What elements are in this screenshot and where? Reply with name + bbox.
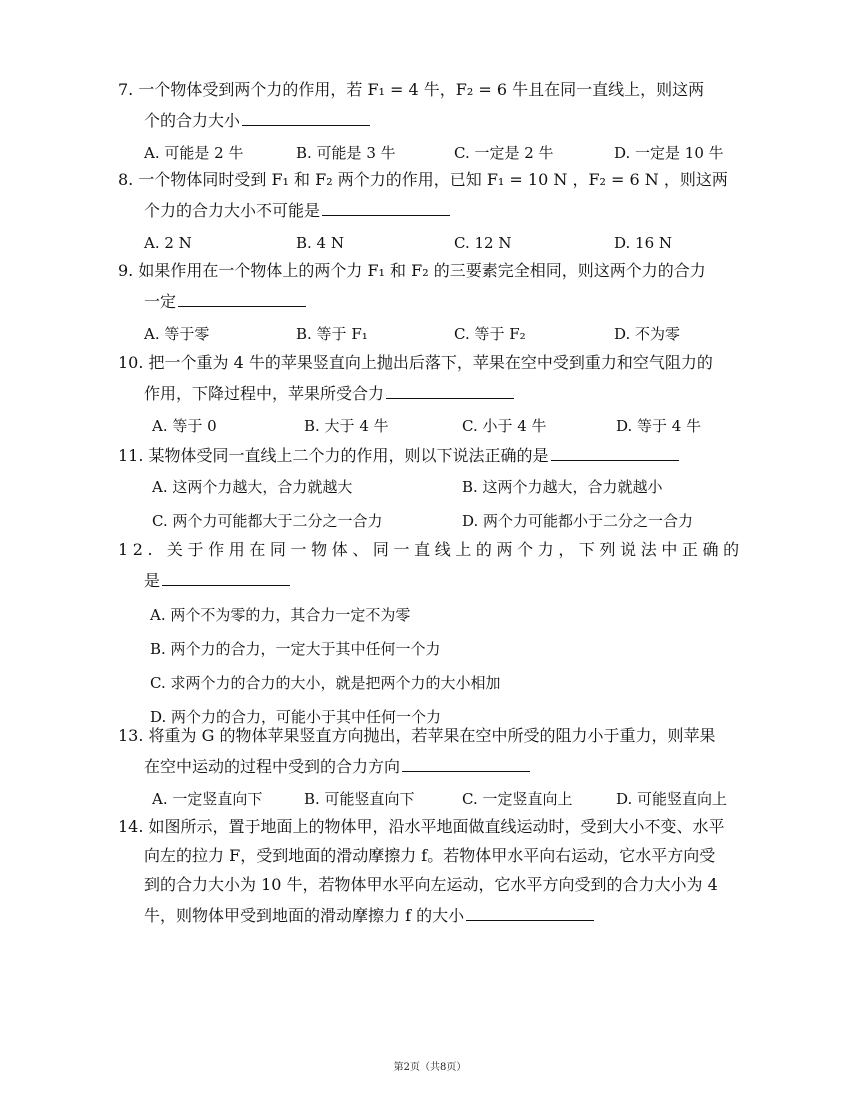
option-d[interactable]: D. 一定是 10 牛 bbox=[614, 144, 724, 162]
option-c[interactable]: C. 两个力可能都大于二分之一合力 bbox=[152, 512, 383, 530]
option-a[interactable]: A. 一定竖直向下 bbox=[152, 790, 263, 808]
option-c[interactable]: C. 12 N bbox=[454, 234, 512, 252]
question-9 bbox=[118, 261, 768, 344]
question-12-text-cont: 是 bbox=[118, 569, 768, 591]
question-14 bbox=[118, 817, 768, 926]
question-11-options-row1 bbox=[118, 477, 768, 497]
question-9-options bbox=[118, 324, 768, 344]
option-a[interactable]: A. 2 N bbox=[144, 234, 192, 252]
answer-blank[interactable] bbox=[466, 904, 594, 921]
option-b[interactable]: B. 等于 F₁ bbox=[296, 325, 368, 343]
option-d[interactable]: D. 16 N bbox=[614, 234, 673, 252]
question-13-text: 13. 将重为 G 的物体苹果竖直方向抛出，若苹果在空中所受的阻力小于重力，则苹果 bbox=[118, 726, 716, 745]
question-9-text: 9. 如果作用在一个物体上的两个力 F₁ 和 F₂ 的三要素完全相同，则这两个力的合力 bbox=[118, 261, 706, 280]
option-d[interactable]: D. 等于 4 牛 bbox=[616, 417, 702, 435]
question-11 bbox=[118, 444, 768, 531]
option-b[interactable]: B. 这两个力越大，合力就越小 bbox=[462, 478, 663, 496]
question-8-text: 8. 一个物体同时受到 F₁ 和 F₂ 两个力的作用，已知 F₁ = 10 N ，F₂ = 6 N ，则这两 bbox=[118, 170, 728, 189]
answer-blank[interactable] bbox=[322, 199, 450, 216]
option-a[interactable]: A. 可能是 2 牛 bbox=[144, 144, 244, 162]
question-8-text-cont: 个力的合力大小不可能是 bbox=[118, 199, 768, 221]
question-7-text-cont: 个的合力大小 bbox=[118, 109, 768, 131]
option-d[interactable]: D. 不为零 bbox=[614, 325, 681, 343]
option-a[interactable]: A. 这两个力越大，合力就越大 bbox=[152, 478, 353, 496]
question-12-text: 12. 关于作用在同一物体、同一直线上的两个力，下列说法中正确的 bbox=[118, 540, 744, 559]
option-d[interactable]: D. 可能竖直向上 bbox=[616, 790, 728, 808]
question-14-text-line3: 到的合力大小为 10 牛，若物体甲水平向左运动，它水平方向受到的合力大小为 4 bbox=[144, 875, 718, 894]
option-a[interactable]: A. 等于 0 bbox=[152, 417, 217, 435]
option-b[interactable]: B. 两个力的合力，一定大于其中任何一个力 bbox=[150, 640, 441, 658]
question-13-text-cont: 在空中运动的过程中受到的合力方向 bbox=[118, 755, 768, 777]
answer-blank[interactable] bbox=[162, 569, 290, 586]
option-a[interactable]: A. 两个不为零的力，其合力一定不为零 bbox=[150, 606, 411, 624]
answer-blank[interactable] bbox=[402, 755, 530, 772]
option-c[interactable]: C. 一定是 2 牛 bbox=[454, 144, 554, 162]
option-b[interactable]: B. 可能竖直向下 bbox=[304, 790, 415, 808]
question-10-text: 10. 把一个重为 4 牛的苹果竖直向上抛出后落下，苹果在空中受到重力和空气阻力的 bbox=[118, 353, 713, 372]
option-b[interactable]: B. 4 N bbox=[296, 234, 344, 252]
question-8-options bbox=[118, 233, 768, 253]
option-c[interactable]: C. 小于 4 牛 bbox=[462, 417, 547, 435]
question-9-text-cont: 一定 bbox=[118, 290, 768, 312]
option-b[interactable]: B. 大于 4 牛 bbox=[304, 417, 389, 435]
question-14-text: 14. 如图所示，置于地面上的物体甲，沿水平地面做直线运动时，受到大小不变、水平 bbox=[118, 817, 725, 836]
answer-blank[interactable] bbox=[386, 382, 514, 399]
question-13 bbox=[118, 726, 768, 809]
question-10-text-cont: 作用，下降过程中，苹果所受合力 bbox=[118, 382, 768, 404]
question-13-options bbox=[118, 789, 768, 809]
answer-blank[interactable] bbox=[242, 109, 370, 126]
question-7-text: 7. 一个物体受到两个力的作用，若 F₁ = 4 牛，F₂ = 6 牛且在同一直线上，则这两 bbox=[118, 80, 705, 99]
question-7 bbox=[118, 80, 768, 163]
question-8 bbox=[118, 170, 768, 253]
question-11-options-row2 bbox=[118, 511, 768, 531]
option-c[interactable]: C. 等于 F₂ bbox=[454, 325, 526, 343]
question-11-text: 11. 某物体受同一直线上二个力的作用，则以下说法正确的是 bbox=[118, 444, 768, 466]
page-footer: 第2页（共8页） bbox=[393, 1062, 467, 1073]
option-d[interactable]: D. 两个力可能都小于二分之一合力 bbox=[462, 512, 694, 530]
answer-blank[interactable] bbox=[178, 290, 306, 307]
question-10 bbox=[118, 353, 768, 436]
option-d[interactable]: D. 两个力的合力，可能小于其中任何一个力 bbox=[150, 708, 442, 726]
option-b[interactable]: B. 可能是 3 牛 bbox=[296, 144, 396, 162]
option-a[interactable]: A. 等于零 bbox=[144, 325, 210, 343]
question-12 bbox=[118, 540, 768, 727]
option-c[interactable]: C. 求两个力的合力的大小，就是把两个力的大小相加 bbox=[150, 674, 501, 692]
question-10-options bbox=[118, 416, 768, 436]
answer-blank[interactable] bbox=[551, 444, 679, 461]
question-14-text-line4: 牛，则物体甲受到地面的滑动摩擦力 f 的大小 bbox=[118, 904, 768, 926]
question-7-options bbox=[118, 143, 768, 163]
option-c[interactable]: C. 一定竖直向上 bbox=[462, 790, 573, 808]
question-14-text-line2: 向左的拉力 F，受到地面的滑动摩擦力 f。若物体甲水平向右运动，它水平方向受 bbox=[144, 846, 716, 865]
